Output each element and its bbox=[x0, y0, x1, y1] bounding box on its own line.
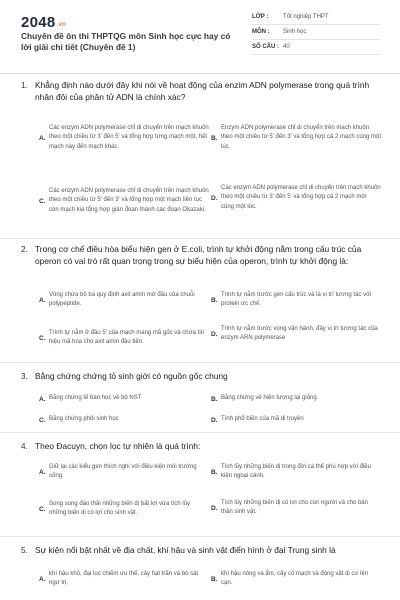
option-text: Song song đào thải những biến dị bất lợi vừa tích lũy những biến dị có lợi cho sinh vật. bbox=[49, 500, 191, 516]
option-text: Enzym ADN polymerase chỉ di chuyển trên mạch khuôn theo một chiều từ 5' đến 3' và tổng hợp cả 2 mạch cùng một lúc. bbox=[221, 125, 382, 150]
option-letter: D. bbox=[211, 504, 218, 512]
question-number: 2. bbox=[21, 245, 28, 254]
meta-value: 40 bbox=[283, 44, 290, 50]
option-text: Các enzym ADN polymerase chỉ di chuyển trên mạch khuôn theo một chiều từ 3' đến 5' và tổng hợp cả 2 mạch mới cùng một lúc. bbox=[221, 185, 381, 210]
option-2b[interactable] bbox=[211, 288, 381, 312]
option-4b[interactable] bbox=[211, 460, 381, 484]
question-separator bbox=[0, 536, 400, 537]
option-letter: B. bbox=[211, 296, 218, 304]
question-5 bbox=[21, 545, 381, 557]
option-text: Bằng chứng phôi sinh học bbox=[49, 416, 119, 423]
option-1c[interactable] bbox=[39, 169, 209, 233]
option-3d[interactable] bbox=[211, 413, 381, 427]
meta-label: SỐ CÂU : bbox=[252, 44, 279, 50]
option-letter: D. bbox=[211, 416, 218, 424]
option-5b[interactable] bbox=[211, 567, 381, 591]
option-text: Các enzym ADN polymerase chỉ di chuyển trên mạch khuôn theo một chiều từ 3' đến 5' và tổng hợp từng mạch một, hết mạch này đến mạch khác. bbox=[49, 125, 209, 150]
option-text: Tích lũy những biến dị trong đời cá thể phù hợp với điều kiện ngoại cảnh. bbox=[221, 463, 371, 479]
question-1 bbox=[21, 80, 381, 104]
option-letter: A. bbox=[39, 468, 46, 476]
option-text: Bằng chứng tế bào học về bộ NST bbox=[49, 395, 142, 402]
option-text: Giữ lại các kiểu gen thích nghi với điều kiện môi trường sống. bbox=[49, 463, 197, 479]
question-text: Theo Đacuyn, chọn lọc tự nhiên là quá trình: bbox=[35, 441, 201, 451]
meta-label: MÔN : bbox=[252, 29, 270, 35]
question-number: 3. bbox=[21, 372, 28, 381]
option-2c[interactable] bbox=[39, 320, 209, 356]
meta-value: Tốt nghiệp THPT bbox=[283, 14, 329, 20]
question-text: Khẳng định nào dưới đây khi nói về hoạt động của enzim ADN polymerase trong quá trình nhân đôi của phân tử ADN là chính xác? bbox=[35, 80, 370, 102]
logo-text: 2048 bbox=[21, 14, 56, 31]
option-3b[interactable] bbox=[211, 392, 381, 406]
question-separator bbox=[0, 362, 400, 363]
option-text: Bằng chứng về hiện tượng lại giống bbox=[221, 395, 317, 402]
option-letter: A. bbox=[39, 575, 46, 583]
option-letter: A. bbox=[39, 296, 46, 304]
option-3c[interactable] bbox=[39, 413, 209, 427]
option-letter: B. bbox=[211, 134, 218, 142]
meta-value: Sinh học bbox=[283, 29, 307, 35]
option-letter: B. bbox=[211, 468, 218, 476]
option-text: Các enzym ADN polymerase chỉ di chuyển trên mạch khuôn theo một chiều từ 5' đến 3' và tổng hợp một mạch liên tục còn mạch kia tổng hợp gián đoạn thành các đoạn Okazaki. bbox=[49, 188, 209, 213]
document-title: Chuyên đề ôn thi THPTQG môn Sinh học cực hay có lời giải chi tiết (Chuyên đề 1) bbox=[21, 31, 231, 53]
question-header bbox=[21, 441, 381, 453]
question-header bbox=[21, 371, 381, 383]
option-letter: B. bbox=[211, 395, 218, 403]
option-text: Tính phổ biến của mã di truyền bbox=[221, 416, 304, 423]
option-1d[interactable] bbox=[211, 172, 381, 224]
option-letter: C. bbox=[39, 197, 46, 205]
option-4d[interactable] bbox=[211, 496, 381, 520]
option-letter: B. bbox=[211, 575, 218, 583]
option-letter: C. bbox=[39, 505, 46, 513]
question-number: 1. bbox=[21, 81, 28, 90]
option-text: khí hậu khô, đại lục chiếm ưu thế, cây hạt trần và bò sát ngự trị. bbox=[49, 570, 199, 586]
option-letter: C. bbox=[39, 416, 46, 424]
option-text: Trình tự nằm trước gen cấu trúc và là vị trí tương tác với protein ức chế. bbox=[221, 291, 372, 307]
question-header bbox=[21, 80, 381, 104]
option-4a[interactable] bbox=[39, 460, 209, 484]
option-1a[interactable] bbox=[39, 112, 209, 164]
site-logo[interactable] bbox=[21, 14, 66, 31]
option-4c[interactable] bbox=[39, 491, 209, 527]
question-2 bbox=[21, 244, 381, 268]
option-5a[interactable] bbox=[39, 567, 209, 591]
question-separator bbox=[0, 238, 400, 239]
option-letter: A. bbox=[39, 134, 46, 142]
option-text: khí hậu nóng và ẩm, cây có mạch và động vật di cư lên cạn. bbox=[221, 570, 369, 586]
document-meta bbox=[252, 10, 380, 55]
question-header bbox=[21, 545, 381, 557]
meta-row-class bbox=[252, 10, 380, 25]
meta-row-subject bbox=[252, 25, 380, 40]
option-letter: A. bbox=[39, 395, 46, 403]
option-1b[interactable] bbox=[211, 112, 381, 164]
question-text: Sự kiện nổi bật nhất về địa chất, khí hậu và sinh vật điển hình ở đại Trung sinh là bbox=[35, 545, 336, 555]
meta-label: LỚP : bbox=[252, 14, 269, 20]
option-2a[interactable] bbox=[39, 288, 209, 312]
meta-row-count bbox=[252, 40, 380, 55]
option-3a[interactable] bbox=[39, 392, 209, 406]
option-text: Vùng chứa bộ ba quy định axit amin mở đầu của chuỗi polypeptide. bbox=[49, 291, 195, 307]
document-header bbox=[0, 0, 400, 72]
option-2d[interactable] bbox=[211, 322, 381, 346]
question-4 bbox=[21, 441, 381, 453]
question-number: 4. bbox=[21, 442, 28, 451]
header-divider bbox=[0, 73, 400, 74]
question-text: Bằng chứng chứng tỏ sinh giới có nguồn gốc chung bbox=[35, 371, 228, 381]
question-separator bbox=[0, 432, 400, 433]
option-text: Trình tự nằm trước vùng vận hành, đây vị trí tương tác của enzym ARN polymerase bbox=[221, 325, 378, 341]
question-3 bbox=[21, 371, 381, 383]
question-text: Trong cơ chế điều hòa biểu hiện gen ở E.coli, trình tự khởi động nằm trong cấu trúc của operon có vai trò rất quan trọng trong sự biểu hiện của operon, trình tự khởi động là: bbox=[35, 244, 362, 266]
question-header bbox=[21, 244, 381, 268]
option-text: Tích lũy những biến dị có lợi cho con người và cho bản thân sinh vật. bbox=[221, 499, 368, 515]
option-letter: D. bbox=[211, 194, 218, 202]
logo-suffix: .vn bbox=[56, 22, 67, 28]
option-letter: C. bbox=[39, 334, 46, 342]
question-number: 5. bbox=[21, 546, 28, 555]
option-letter: D. bbox=[211, 330, 218, 338]
option-text: Trình tự nằm ở đầu 5' của mạch mang mã gốc và chứa tín hiệu mã hóa cho axit amin đầu tiên. bbox=[49, 329, 205, 345]
